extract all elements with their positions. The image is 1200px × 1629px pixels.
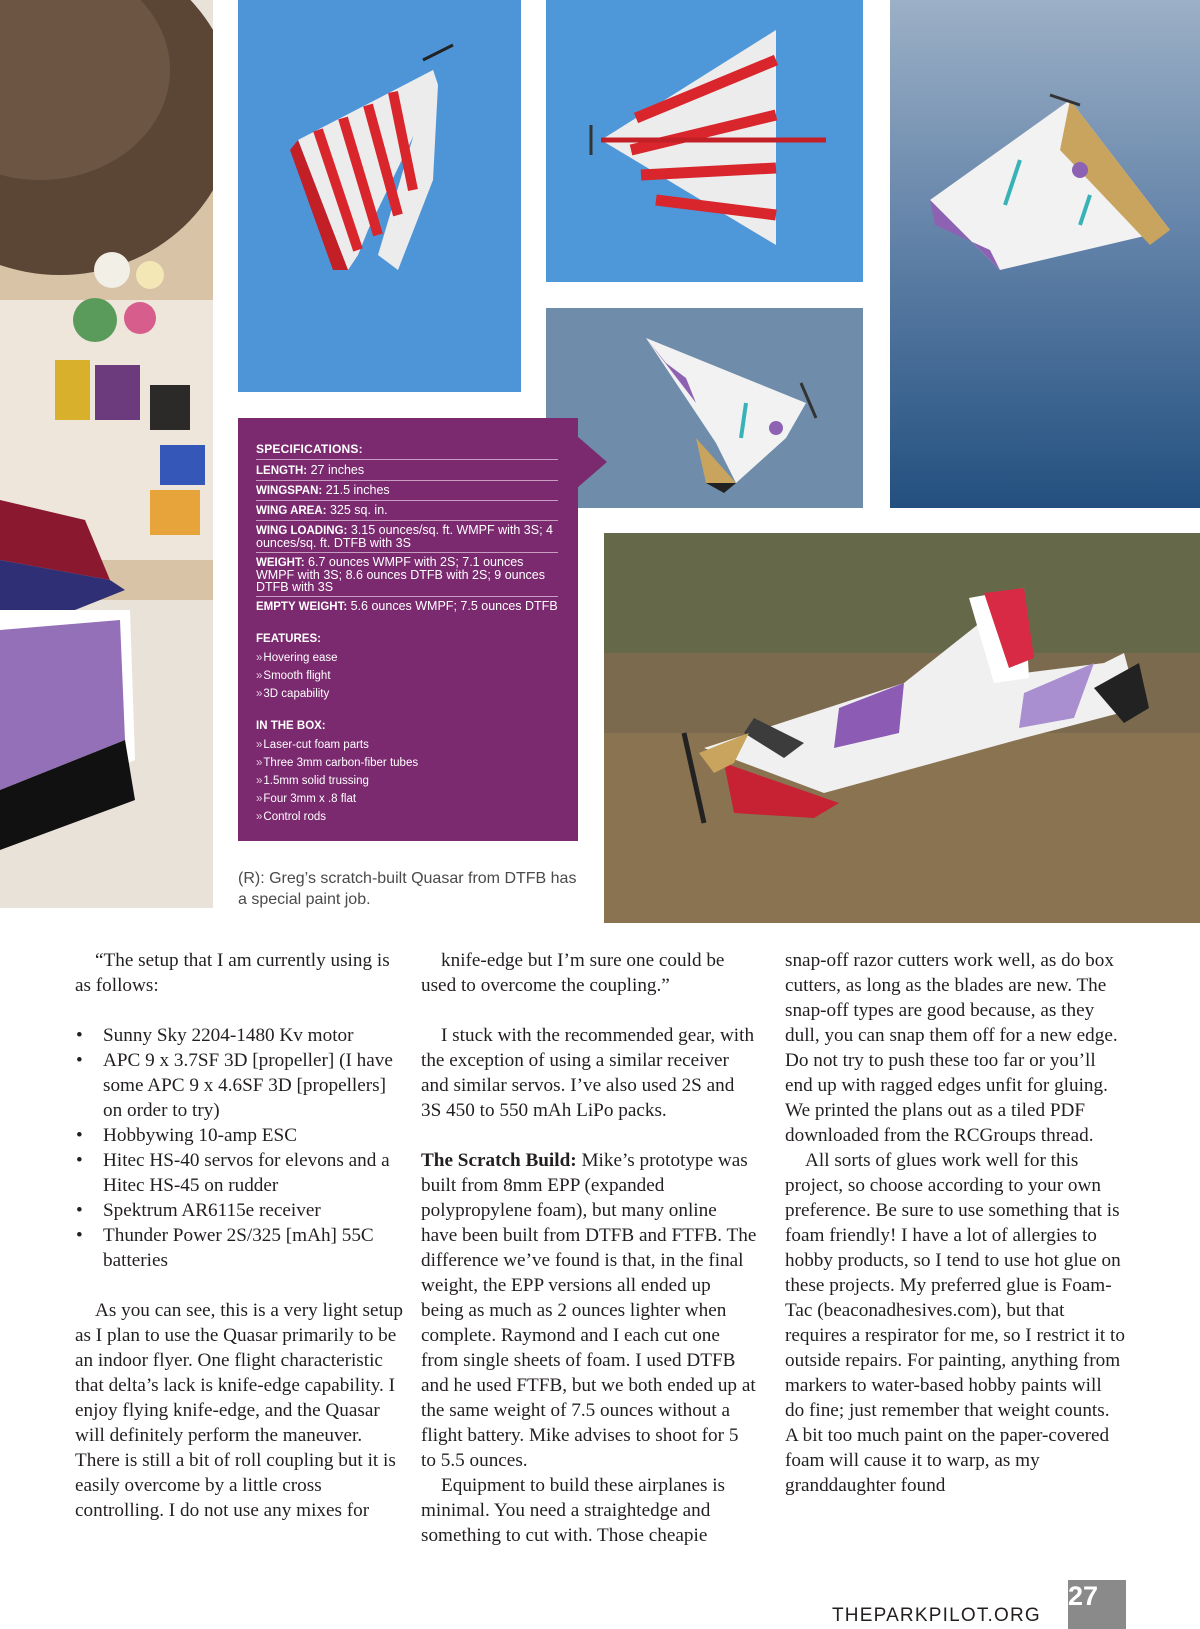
article-paragraph: All sorts of glues work well for this project, so choose according to your own preference. Be sure to use something that is foam friendly! I have a lot of allergies to hobby products, so I tend to use hot glue on these projects. My preferred glue is Foam-Tac (beaconadhesives.com), but that requires a respirator for me, so I restrict it to outside repairs. For painting, anything from markers to water-based hobby paints will do fine; just remember that weight counts. A bit too much paint on the paper-covered foam will cause it to warp, as my granddaughter found (785, 1150, 1125, 1496)
spec-row (256, 461, 558, 481)
spec-value: 5.6 ounces WMPF; 7.5 ounces DTFB (347, 599, 558, 613)
article-column-3 (785, 948, 1125, 1498)
equipment-item: • Hobbywing 10-amp ESC (75, 1123, 405, 1148)
equipment-item: • Thunder Power 2S/325 [mAh] 55C batteries (75, 1223, 405, 1273)
painting-photo (0, 0, 213, 908)
equipment-item: • APC 9 x 3.7SF 3D [propeller] (I have some APC 9 x 4.6SF 3D [propellers] on order to try) (75, 1048, 405, 1123)
footer-site-name: THEPARKPILOT.ORG (832, 1605, 1041, 1626)
spec-value: 21.5 inches (322, 483, 390, 497)
article-paragraph: snap-off razor cutters work well, as do box cutters, as long as the blades are new. The snap-off types are good because, as they dull, you can snap them off for a new edge. Do not try to push these too far or you’ll end up with ragged edges unfit for gluing. We printed the plans out as a tiled PDF downloaded from the RCGroups thread. (785, 950, 1118, 1146)
article-column-2 (421, 948, 757, 1548)
section-lead-in: The Scratch Build: (421, 1150, 577, 1171)
feature-item: » Hovering ease (256, 649, 558, 667)
quasar-photo-1 (238, 0, 521, 392)
article-paragraph: I stuck with the recommended gear, with the exception of using a similar receiver and similar servos. I’ve also used 2S and 3S 450 to 550 mAh LiPo packs. (421, 1025, 755, 1121)
box-item: » Three 3mm carbon-fiber tubes (256, 754, 558, 772)
in-the-box-list (256, 736, 558, 826)
photo-caption: (R): Greg’s scratch-built Quasar from DTFB has a special paint job. (238, 870, 577, 908)
spec-key: WINGSPAN: (256, 485, 323, 497)
article-paragraph: “The setup that I am currently using is as follows: (75, 950, 390, 996)
quasar-photo-2 (546, 0, 863, 282)
in-the-box-title: IN THE BOX: (256, 720, 326, 732)
spec-row (256, 553, 558, 597)
article-paragraph (421, 1148, 757, 1473)
features-title: FEATURES: (256, 633, 321, 645)
equipment-item: • Hitec HS-40 servos for elevons and a Hitec HS-45 on rudder (75, 1148, 405, 1198)
equipment-item: • Sunny Sky 2204-1480 Kv motor (75, 1023, 405, 1048)
article-paragraph: knife-edge but I’m sure one could be used to overcome the coupling.” (421, 950, 725, 996)
specifications-box (238, 418, 578, 841)
spec-value: 325 sq. in. (326, 503, 388, 517)
article-column-1 (75, 948, 405, 1523)
box-item: » Four 3mm x .8 flat (256, 790, 558, 808)
spec-key: WING AREA: (256, 505, 327, 517)
spec-key: WEIGHT: (256, 557, 305, 569)
specs-title: SPECIFICATIONS: (256, 442, 558, 460)
page-number: 27 (1068, 1581, 1099, 1611)
spec-value: 3.15 ounces/sq. ft. WMPF with 3S; 4 ounces/sq. ft. DTFB with 3S (256, 523, 553, 550)
feature-item: » 3D capability (256, 685, 558, 703)
box-item: » Laser-cut foam parts (256, 736, 558, 754)
equipment-item: • Spektrum AR6115e receiver (75, 1198, 405, 1223)
box-item: » Control rods (256, 808, 558, 826)
spec-row (256, 597, 558, 616)
spec-key: WING LOADING: (256, 525, 348, 537)
spec-value: 6.7 ounces WMPF with 2S; 7.1 ounces WMPF with 3S; 8.6 ounces DTFB with 2S; 9 ounces DTFB with 3S (256, 555, 546, 594)
spec-row (256, 481, 558, 501)
article-paragraph: As you can see, this is a very light setup as I plan to use the Quasar primarily to be an indoor flyer. One flight characteristic that delta’s lack is knife-edge capability. I enjoy flying knife-edge, and the Quasar will definitely perform the maneuver. There is still a bit of roll coupling but it is easily overcome by a little cross controlling. I do not use any mixes for (75, 1300, 404, 1521)
equipment-list (75, 1023, 405, 1273)
spec-value: 27 inches (307, 463, 365, 477)
specs-arrow (577, 436, 607, 488)
features-list (256, 649, 558, 703)
spec-key: EMPTY WEIGHT: (256, 601, 348, 613)
quasar-photo-3 (890, 0, 1200, 508)
article-paragraph: Equipment to build these airplanes is minimal. You need a straightedge and something to cut with. Those cheapie (421, 1475, 726, 1546)
spec-row (256, 521, 558, 553)
box-item: » 1.5mm solid trussing (256, 772, 558, 790)
section-text: Mike’s prototype was built from 8mm EPP (expanded polypropylene foam), but many online have been built from DTFB and FTFB. The difference we’ve found is that, in the final weight, the EPP versions all ended up being as much as 2 ounces lighter when complete. Raymond and I each cut one from single sheets of foam. I used DTFB and he used FTFB, but we both ended up at the same weight of 7.5 ounces without a flight battery. Mike advises to shoot for 5 to 5.5 ounces. (421, 1150, 757, 1471)
quasar-photo-5 (604, 533, 1200, 923)
feature-item: » Smooth flight (256, 667, 558, 685)
spec-key: LENGTH: (256, 465, 308, 477)
spec-row (256, 501, 558, 521)
